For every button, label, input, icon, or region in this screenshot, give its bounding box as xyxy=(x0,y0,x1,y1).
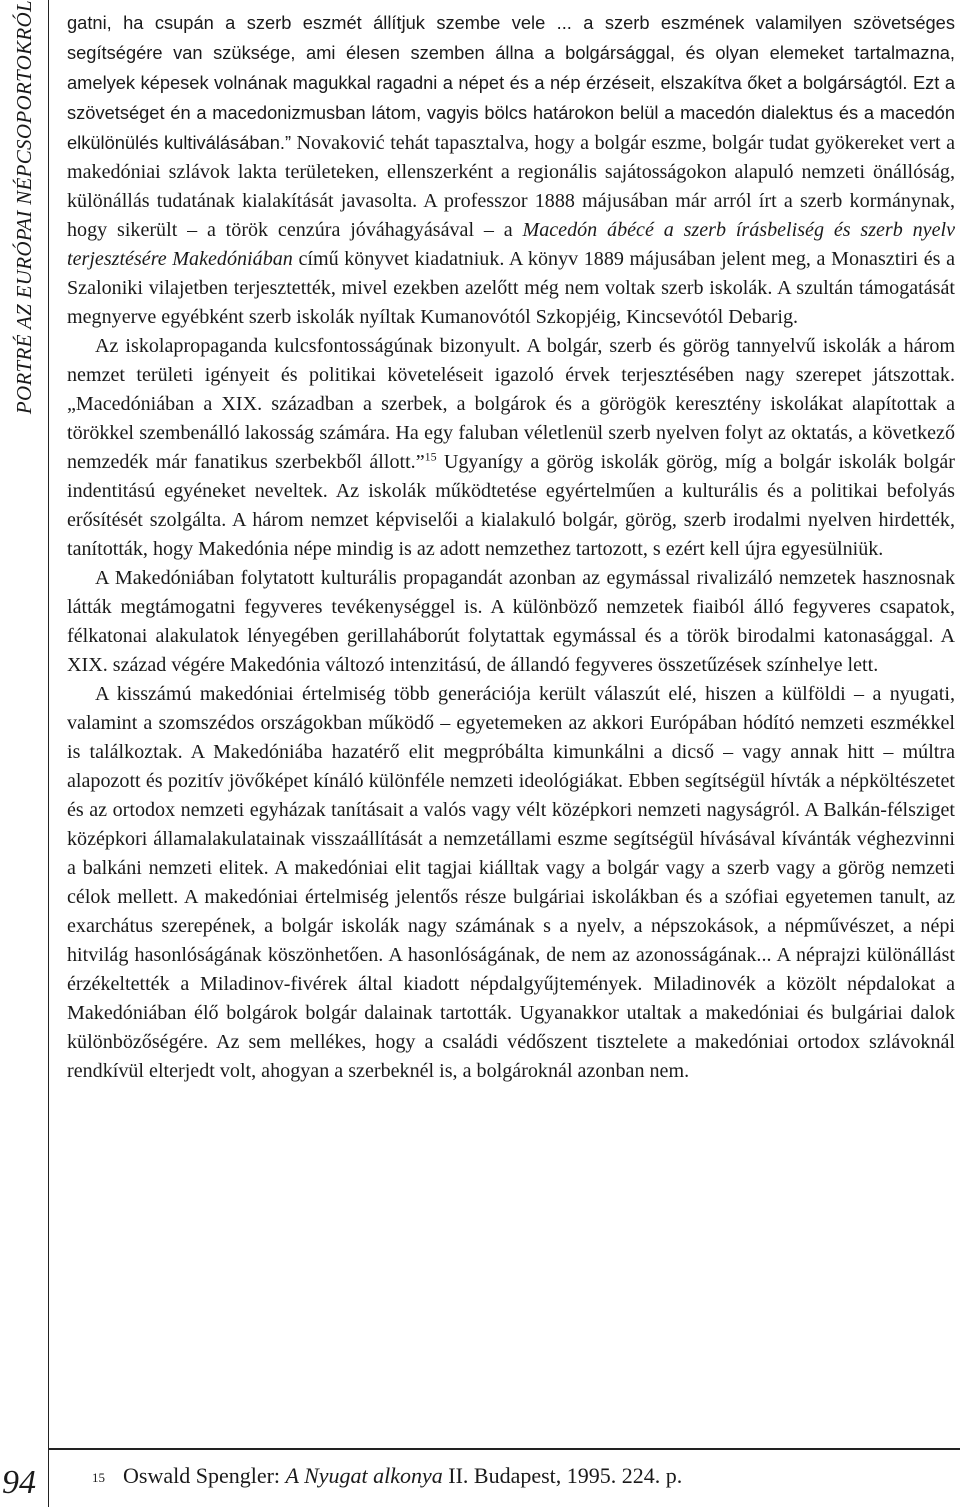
footnote-separator xyxy=(48,1448,960,1450)
paragraph-2-text-a: Az iskolapropaganda kulcsfontosságúnak bizonyult. A bolgár, szerb és görög tannyelvű iskolák a három nemzet területi igényeit és politikai követeléseit igazoló érvek terjesztésében nagy szerepet játszottak. „Macedóniában a XIX. században a szerbek, a bolgárok és a görögök keresztény iskolákat alapítottak a törökkel szembenálló lakosság számára. Ha egy faluban véletlenül szerb nyelven folyt az oktatás, a következő nemzedék már fanatikus szerbekből állott.” xyxy=(67,335,955,473)
footnote-author: Oswald Spengler: xyxy=(123,1463,286,1488)
footnote-number: 15 xyxy=(92,1470,105,1485)
margin-column xyxy=(0,0,49,1507)
body-text xyxy=(67,8,955,1086)
paragraph-1-text-b: Novaković tehát tapasztalva, hogy a bolgár eszme, bolgár tudat gyökereket vert a makedóniai szlávok lakta területeken, ellenszerként a regionális sajátosságokon alapuló nemzeti önállóság, különállás tudatának kialakítását javasolta. A professzor 1888 májusában már arról írt a szerb kormánynak, hogy sikerült – a török cenzúra jóváhagyásával – a xyxy=(67,132,956,241)
running-head xyxy=(3,0,45,490)
paragraph-1-text-d: című könyvet kiadatniuk. A könyv 1889 májusában jelent meg, a Monasztiri és a Szaloniki vilajetben terjesztették, mivel ezekben azelőtt még nem voltak szerb iskolák. A szultán támogatását megnyerve egyébként szerb iskolák nyíltak Kumanovótól Szkopjéig, Kincsevótól Debarig. xyxy=(67,248,956,328)
paragraph-1 xyxy=(67,8,955,332)
footnote-reference[interactable]: 15 xyxy=(424,449,437,464)
footnote xyxy=(92,1462,952,1490)
quote-text: gatni, ha csupán a szerb eszmét állítjuk szembe vele ... a szerb eszmének valamilyen szövetséges segítségére van szüksége, ami élesen szemben állna a bolgársággal, és olyan elemeket tartalmazna, amelyek képesek volnának magukkal ragadni a népet és a nép érzéseit, elszakítva őket a bolgárságtól. Ezt a szövetséget én a macedonizmusban látom, vagyis bölcs határokon belül a macedón dialektus és a macedón elkülönülés kultiválásában.” xyxy=(67,12,955,153)
running-head-text: PORTRÉ AZ EURÓPAI NÉPCSOPORTOKRÓL xyxy=(11,0,36,415)
footnote-rest: II. Budapest, 1995. 224. p. xyxy=(442,1463,683,1488)
paragraph-2-text-b: Ugyanígy a görög iskolák görög, míg a bolgár iskolák bolgár indentitású egyéneket neveltek. Az iskolák működtetése egyértelműen a kulturális és a politikai befolyás erősítését szolgálta. A három nemzet képviselői a kialakuló bolgár, görög, szerb irodalmi nyelven hirdették, tanították, hogy Makedónia népe mindig is az adott nemzethez tartozott, s ezért kell újra egyesülniük. xyxy=(67,451,955,560)
book-title: Macedón ábécé a szerb írásbeliség és szerb nyelv terjesztésére Makedóniában xyxy=(67,219,955,270)
footnote-title: A Nyugat alkonya xyxy=(285,1463,443,1488)
page-number: 94 xyxy=(2,1464,36,1501)
paragraph-2 xyxy=(67,332,955,564)
paragraph-3: A Makedóniában folytatott kulturális propagandát azonban az egymással rivalizáló nemzetek hasznosnak látták megtámogatni fegyveres tevékenységgel is. A különböző nemzetek fiaiból álló fegyveres csapatok, félkatonai alakulatok lényegében gerillaháborút folytattak egymással és a török birodalmi katonasággal. A XIX. század végére Makedónia változó intenzitású, de állandó fegyveres összetűzések színhelye lett. xyxy=(67,567,955,676)
paragraph-4: A kisszámú makedóniai értelmiség több generációja került válaszút elé, hiszen a külföldi – a nyugati, valamint a szomszédos országokban működő – egyetemeken az akkori Európában hódító nemzeti eszmékkel is találkoztak. A Makedóniába hazatérő elit megpróbálta kimunkálni a dicső – vagy annak hitt – múltra alapozott és pozitív jövőképet kínáló különféle nemzeti ideológiákat. Ebben segítségül hívták a népköltészetet és az ortodox nemzeti egyházak tanításait a valós vagy vélt középkori nemzeti nagyságról. A Balkán-félsziget középkori államalakulatainak visszaállítását a nemzetállami eszme segítségül hívásával kívánták véghezvinni a balkáni nemzeti elitek. A makedóniai elit tagjai kiálltak vagy a bolgár vagy a szerb vagy a görög nemzeti célok mellett. A makedóniai értelmiség jelentős része bulgáriai iskolákban és a szófiai egyetemen tanult, az exarchátus szerepének, a bolgár iskolák nagy számának s a nyelv, a népszokások, a népművészet, a népi hitvilág hasonlóságának köszönhetően. A hasonlóságának, de nem az azonosságának... A néprajzi különállást érzékeltették a Miladinov-fivérek által kiadott népdalgyűjtemények. Miladinovék a közölt népdalokat a Makedóniában élő bolgárok bolgár dalainak tartották. Ugyanakkor utaltak a makedóniai és bulgáriai dalok különbözőségére. Az sem mellékes, hogy a családi védőszent tisztelete a makedóniai ortodox szlávoknál rendkívül elterjedt volt, ahogyan a szerbeknél is, a bolgároknál azonban nem. xyxy=(67,683,955,1082)
